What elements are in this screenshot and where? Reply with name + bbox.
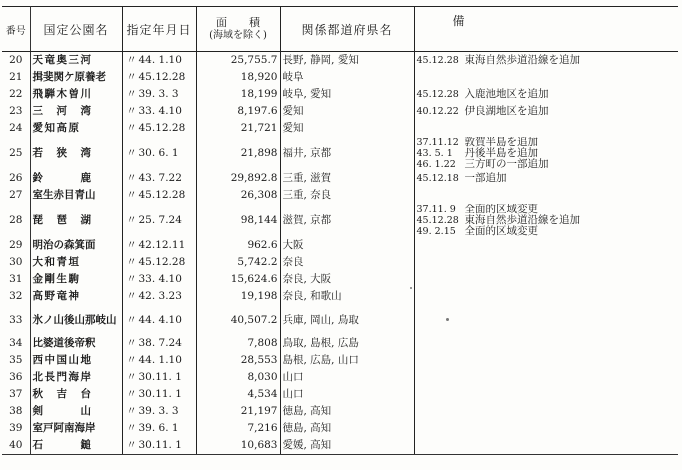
designation-date-cell: [122, 237, 196, 254]
header-remarks-char-1: 備: [452, 14, 466, 28]
row-number: 30: [2, 254, 30, 271]
remark-entry: [417, 215, 677, 226]
prefectures: 山口: [280, 386, 414, 403]
header-number: 番号: [2, 7, 30, 52]
prefectures: 愛媛, 高知: [280, 437, 414, 455]
park-name: 室生赤目青山: [30, 187, 122, 204]
park-area: 28,553: [196, 352, 280, 369]
ditto-mark: 〃: [126, 290, 137, 302]
park-name: 石 鎚: [30, 437, 122, 455]
row-number: 31: [2, 271, 30, 288]
table-row: [2, 386, 678, 403]
ditto-mark: 〃: [126, 371, 137, 383]
park-area: 21,721: [196, 120, 280, 137]
table-row: [2, 352, 678, 369]
table-row: [2, 69, 678, 86]
row-number: 21: [2, 69, 30, 86]
row-number: 33: [2, 305, 30, 335]
park-name: 明治の森箕面: [30, 237, 122, 254]
row-number: 37: [2, 386, 30, 403]
park-area: 29,892.8: [196, 170, 280, 187]
remark-date: 43. 5. 1: [416, 148, 453, 159]
remarks-cell: [414, 420, 678, 437]
remark-entry: [417, 226, 677, 237]
scan-speck: [446, 318, 449, 321]
park-name: 金剛生駒: [30, 271, 122, 288]
remark-date: 45.12.28: [416, 55, 459, 66]
designation-date-cell: [122, 120, 196, 137]
designation-date: 39. 6. 1: [138, 422, 179, 434]
remark-entry: [417, 89, 677, 100]
prefectures: 島根, 広島, 山口: [280, 352, 414, 369]
designation-date-cell: [122, 170, 196, 187]
designation-date-cell: [122, 271, 196, 288]
designation-date: 30.11. 1: [138, 371, 182, 383]
designation-date-cell: [122, 69, 196, 86]
table-row: [2, 437, 678, 455]
remark-text: 敦賀半島を追加: [464, 137, 538, 148]
park-area: 5,742.2: [196, 254, 280, 271]
remark-date: 46. 1.22: [416, 159, 456, 170]
table-row: [2, 86, 678, 103]
row-number: 28: [2, 204, 30, 237]
table-row: [2, 403, 678, 420]
remark-entry: [417, 106, 677, 117]
ditto-mark: 〃: [126, 422, 137, 434]
prefectures: 三重, 奈良: [280, 187, 414, 204]
prefectures: 愛知: [280, 120, 414, 137]
designation-date-cell: [122, 204, 196, 237]
park-area: 21,898: [196, 137, 280, 170]
designation-date: 44. 1.10: [138, 354, 182, 366]
designation-date-cell: [122, 369, 196, 386]
park-name: 三 河 湾: [30, 103, 122, 120]
row-number: 22: [2, 86, 30, 103]
ditto-mark: 〃: [126, 88, 137, 100]
table-header: [2, 7, 678, 52]
park-name: 琵 琶 湖: [30, 204, 122, 237]
ditto-mark: 〃: [126, 147, 137, 159]
row-number: 34: [2, 335, 30, 352]
park-name: 秋 吉 台: [30, 386, 122, 403]
ditto-mark: 〃: [126, 388, 137, 400]
table-row: [2, 254, 678, 271]
designation-date: 39. 3. 3: [138, 405, 179, 417]
designation-date: 42.12.11: [138, 239, 186, 251]
remarks-cell: [414, 403, 678, 420]
table-row: [2, 288, 678, 305]
park-area: 19,198: [196, 288, 280, 305]
park-area: 18,920: [196, 69, 280, 86]
ditto-mark: 〃: [126, 122, 137, 134]
ditto-mark: 〃: [126, 54, 137, 66]
prefectures: 福井, 京都: [280, 137, 414, 170]
scan-speck: [410, 287, 412, 289]
table-row: [2, 369, 678, 386]
designation-date-cell: [122, 352, 196, 369]
park-name: 揖斐関ケ原養老: [30, 69, 122, 86]
prefectures: 岐阜, 愛知: [280, 86, 414, 103]
table-row: [2, 137, 678, 170]
remark-date: 45.12.18: [416, 173, 459, 184]
ditto-mark: 〃: [126, 405, 137, 417]
park-area: 40,507.2: [196, 305, 280, 335]
table-body: [2, 52, 678, 455]
table-row: [2, 170, 678, 187]
prefectures: 愛知: [280, 103, 414, 120]
remarks-cell: [414, 305, 678, 335]
designation-date: 45.12.28: [138, 122, 186, 134]
header-remarks: [414, 7, 678, 52]
prefectures: 徳島, 高知: [280, 420, 414, 437]
designation-date-cell: [122, 254, 196, 271]
prefectures: 山口: [280, 369, 414, 386]
row-number: 24: [2, 120, 30, 137]
row-number: 40: [2, 437, 30, 455]
park-name: 飛騨木曽川: [30, 86, 122, 103]
park-area: 25,755.7: [196, 52, 280, 70]
header-designation-date: 指定年月日: [122, 7, 196, 52]
quasi-national-parks-table: [2, 6, 678, 455]
row-number: 23: [2, 103, 30, 120]
remark-entry: [417, 137, 677, 148]
table-row: [2, 305, 678, 335]
row-number: 36: [2, 369, 30, 386]
park-name: 氷ノ山後山那岐山: [30, 305, 122, 335]
header-remarks-char-2: [414, 29, 636, 46]
ditto-mark: 〃: [126, 189, 137, 201]
park-area: 26,308: [196, 187, 280, 204]
table-row: [2, 335, 678, 352]
remark-text: 丹後半島を追加: [464, 147, 538, 159]
header-area-label: 面 積: [216, 16, 260, 29]
remark-date: 37.11. 9: [416, 204, 456, 215]
designation-date: 30. 6. 1: [138, 147, 179, 159]
prefectures: 徳島, 高知: [280, 403, 414, 420]
table-row: [2, 103, 678, 120]
table-row: [2, 420, 678, 437]
designation-date: 30.11. 1: [138, 439, 182, 451]
park-area: 4,534: [196, 386, 280, 403]
designation-date: 44. 4.10: [138, 313, 182, 326]
designation-date-cell: [122, 305, 196, 335]
ditto-mark: 〃: [126, 214, 137, 226]
prefectures: 三重, 滋賀: [280, 170, 414, 187]
ditto-mark: 〃: [126, 71, 137, 83]
prefectures: 岐阜: [280, 69, 414, 86]
remark-entry: [417, 159, 677, 170]
park-name: 西中国山地: [30, 352, 122, 369]
designation-date-cell: [122, 103, 196, 120]
park-name: 鈴 鹿: [30, 170, 122, 187]
row-number: 38: [2, 403, 30, 420]
prefectures: 長野, 静岡, 愛知: [280, 52, 414, 70]
ditto-mark: 〃: [126, 273, 137, 285]
remark-text: 伊良湖地区を追加: [464, 105, 549, 117]
park-name: 室戸阿南海岸: [30, 420, 122, 437]
prefectures: 大阪: [280, 237, 414, 254]
table-row: [2, 204, 678, 237]
designation-date: 33. 4.10: [138, 273, 182, 285]
park-area: 98,144: [196, 204, 280, 237]
remark-text: 一部追加: [464, 172, 507, 184]
remarks-cell: [414, 437, 678, 455]
remarks-cell: [414, 335, 678, 352]
designation-date: 39. 3. 3: [138, 88, 179, 100]
table-row: [2, 271, 678, 288]
remarks-cell: [414, 120, 678, 137]
ditto-mark: 〃: [126, 337, 137, 349]
designation-date-cell: [122, 420, 196, 437]
ditto-mark: 〃: [126, 256, 137, 268]
designation-date-cell: [122, 288, 196, 305]
prefectures: 兵庫, 岡山, 鳥取: [280, 305, 414, 335]
remark-text: 三方町の一部追加: [464, 158, 549, 170]
remarks-cell: [414, 369, 678, 386]
park-name: 北長門海岸: [30, 369, 122, 386]
header-area: [196, 7, 280, 52]
row-number: 32: [2, 288, 30, 305]
remark-text: 入鹿池地区を追加: [464, 88, 549, 100]
remarks-cell: [414, 386, 678, 403]
remarks-cell: [414, 352, 678, 369]
remark-text: 東海自然歩道沿線を追加: [464, 54, 580, 66]
ditto-mark: 〃: [126, 105, 137, 117]
table-row: [2, 187, 678, 204]
designation-date-cell: [122, 52, 196, 70]
row-number: 39: [2, 420, 30, 437]
park-area: 18,199: [196, 86, 280, 103]
designation-date-cell: [122, 137, 196, 170]
prefectures: 滋賀, 京都: [280, 204, 414, 237]
row-number: 35: [2, 352, 30, 369]
header-park-name: 国定公園名: [30, 7, 122, 52]
prefectures: 奈良, 大阪: [280, 271, 414, 288]
remarks-cell: [414, 288, 678, 305]
table-row: [2, 52, 678, 70]
designation-date: 45.12.28: [138, 189, 186, 201]
remark-date: 49. 2.15: [416, 226, 456, 237]
park-name: 天竜奥三河: [30, 52, 122, 70]
park-name: 高野竜神: [30, 288, 122, 305]
table-row: [2, 120, 678, 137]
remarks-cell: [414, 271, 678, 288]
designation-date: 33. 4.10: [138, 105, 182, 117]
designation-date-cell: [122, 187, 196, 204]
ditto-mark: 〃: [126, 439, 137, 451]
park-area: 8,197.6: [196, 103, 280, 120]
remark-date: 40.12.22: [416, 106, 459, 117]
row-number: 26: [2, 170, 30, 187]
designation-date: 25. 7.24: [138, 214, 182, 226]
prefectures: 奈良, 和歌山: [280, 288, 414, 305]
row-number: 29: [2, 237, 30, 254]
remarks-cell: [414, 204, 678, 237]
header-area-note: (海域を除く): [209, 30, 267, 41]
remarks-cell: [414, 69, 678, 86]
park-name: 愛知高原: [30, 120, 122, 137]
park-area: 15,624.6: [196, 271, 280, 288]
row-number: 27: [2, 187, 30, 204]
park-name: 大和青垣: [30, 254, 122, 271]
park-area: 7,808: [196, 335, 280, 352]
designation-date-cell: [122, 86, 196, 103]
remarks-cell: [414, 187, 678, 204]
remark-text: 東海自然歩道沿線を追加: [464, 214, 580, 226]
designation-date-cell: [122, 335, 196, 352]
designation-date-cell: [122, 437, 196, 455]
remarks-cell: [414, 103, 678, 120]
designation-date: 45.12.28: [138, 256, 186, 268]
ditto-mark: 〃: [126, 313, 137, 326]
park-area: 8,030: [196, 369, 280, 386]
remark-date: 45.12.28: [416, 215, 459, 226]
designation-date-cell: [122, 403, 196, 420]
park-area: 21,197: [196, 403, 280, 420]
remarks-cell: [414, 254, 678, 271]
remarks-cell: [414, 52, 678, 70]
designation-date: 38. 7.24: [138, 337, 182, 349]
row-number: 20: [2, 52, 30, 70]
park-name: 比婆道後帝釈: [30, 335, 122, 352]
table-row: [2, 237, 678, 254]
park-name: 剣 山: [30, 403, 122, 420]
park-area: 10,683: [196, 437, 280, 455]
prefectures: 奈良: [280, 254, 414, 271]
remark-text: 全面的区域変更: [464, 225, 538, 237]
remarks-cell: [414, 237, 678, 254]
header-prefectures: 関係都道府県名: [280, 7, 414, 52]
remark-entry: [417, 55, 677, 66]
designation-date: 42. 3.23: [138, 290, 182, 302]
designation-date-cell: [122, 386, 196, 403]
designation-date: 44. 1.10: [138, 54, 182, 66]
designation-date: 43. 7.22: [138, 172, 182, 184]
remark-text: 全面的区域変更: [464, 204, 538, 215]
prefectures: 鳥取, 島根, 広島: [280, 335, 414, 352]
designation-date: 30.11. 1: [138, 388, 182, 400]
remarks-cell: [414, 137, 678, 170]
remark-entry: [417, 173, 677, 184]
ditto-mark: 〃: [126, 239, 137, 251]
ditto-mark: 〃: [126, 172, 137, 184]
remark-date: 45.12.28: [416, 89, 459, 100]
park-area: 962.6: [196, 237, 280, 254]
remarks-cell: [414, 170, 678, 187]
park-name: 若 狭 湾: [30, 137, 122, 170]
remarks-cell: [414, 86, 678, 103]
remark-date: 37.11.12: [416, 137, 459, 148]
row-number: 25: [2, 137, 30, 170]
ditto-mark: 〃: [126, 354, 137, 366]
park-area: 7,216: [196, 420, 280, 437]
designation-date: 45.12.28: [138, 71, 186, 83]
